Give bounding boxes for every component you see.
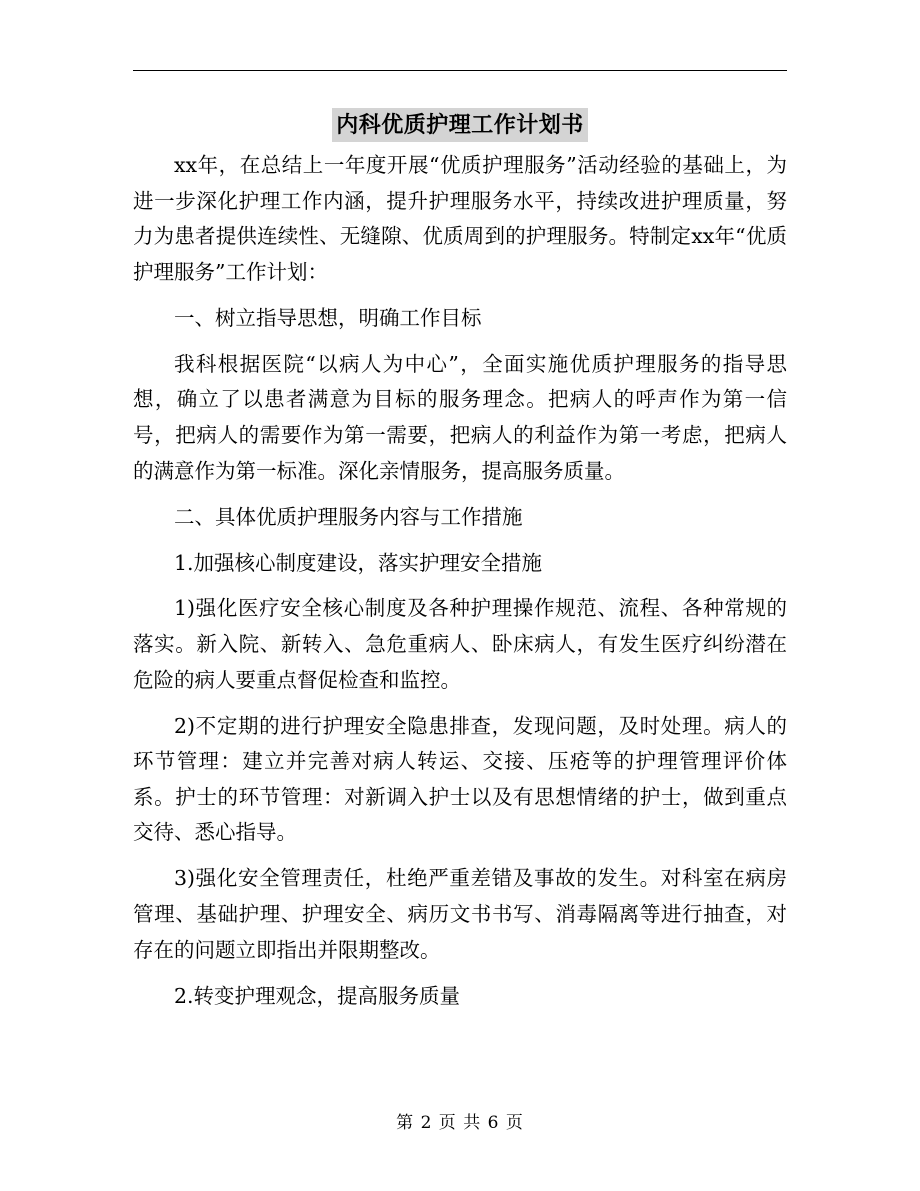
section-heading-2: 二、具体优质护理服务内容与工作措施: [174, 504, 523, 529]
list-item-3: 3)强化安全管理责任，杜绝严重差错及事故的发生。对科室在病房管理、基础护理、护理安全、病历文书书写、消毒隔离等进行抽查，对存在的问题立即指出并限期整改。: [133, 866, 787, 962]
section-heading-1: 一、树立指导思想，明确工作目标: [174, 305, 482, 330]
document-body: [133, 148, 787, 1025]
list-item-2: 2)不定期的进行护理安全隐患排查，发现问题，及时处理。病人的环节管理：建立并完善对病人转运、交接、压疮等的护理管理评价体系。护士的环节管理：对新调入护士以及有思想情绪的护士，做到重点交待、悉心指导。: [133, 713, 787, 845]
page-number: 第 2 页 共 6 页: [396, 1113, 524, 1133]
paragraph-guiding-idea: 我科根据医院“以病人为中心”，全面实施优质护理服务的指导思想，确立了以患者满意为目标的服务理念。把病人的呼声作为第一信号，把病人的需要作为第一需要，把病人的利益作为第一考虑，把病人的满意作为第一标准。深化亲情服务，提高服务质量。: [133, 351, 787, 483]
header-rule: [133, 70, 787, 71]
paragraph-intro: xx年，在总结上一年度开展“优质护理服务”活动经验的基础上，为进一步深化护理工作内涵，提升护理服务水平，持续改进护理质量，努力为患者提供连续性、无缝隙、优质周到的护理服务。特制定xx年“优质护理服务”工作计划：: [133, 153, 787, 284]
document-title: 内科优质护理工作计划书: [332, 108, 588, 142]
subsection-heading-1: 1.加强核心制度建设，落实护理安全措施: [174, 550, 543, 575]
list-item-1: 1)强化医疗安全核心制度及各种护理操作规范、流程、各种常规的落实。新入院、新转入、急危重病人、卧床病人，有发生医疗纠纷潜在危险的病人要重点督促检查和监控。: [133, 596, 787, 692]
title-container: [0, 108, 920, 142]
subsection-heading-2: 2.转变护理观念，提高服务质量: [174, 983, 461, 1008]
